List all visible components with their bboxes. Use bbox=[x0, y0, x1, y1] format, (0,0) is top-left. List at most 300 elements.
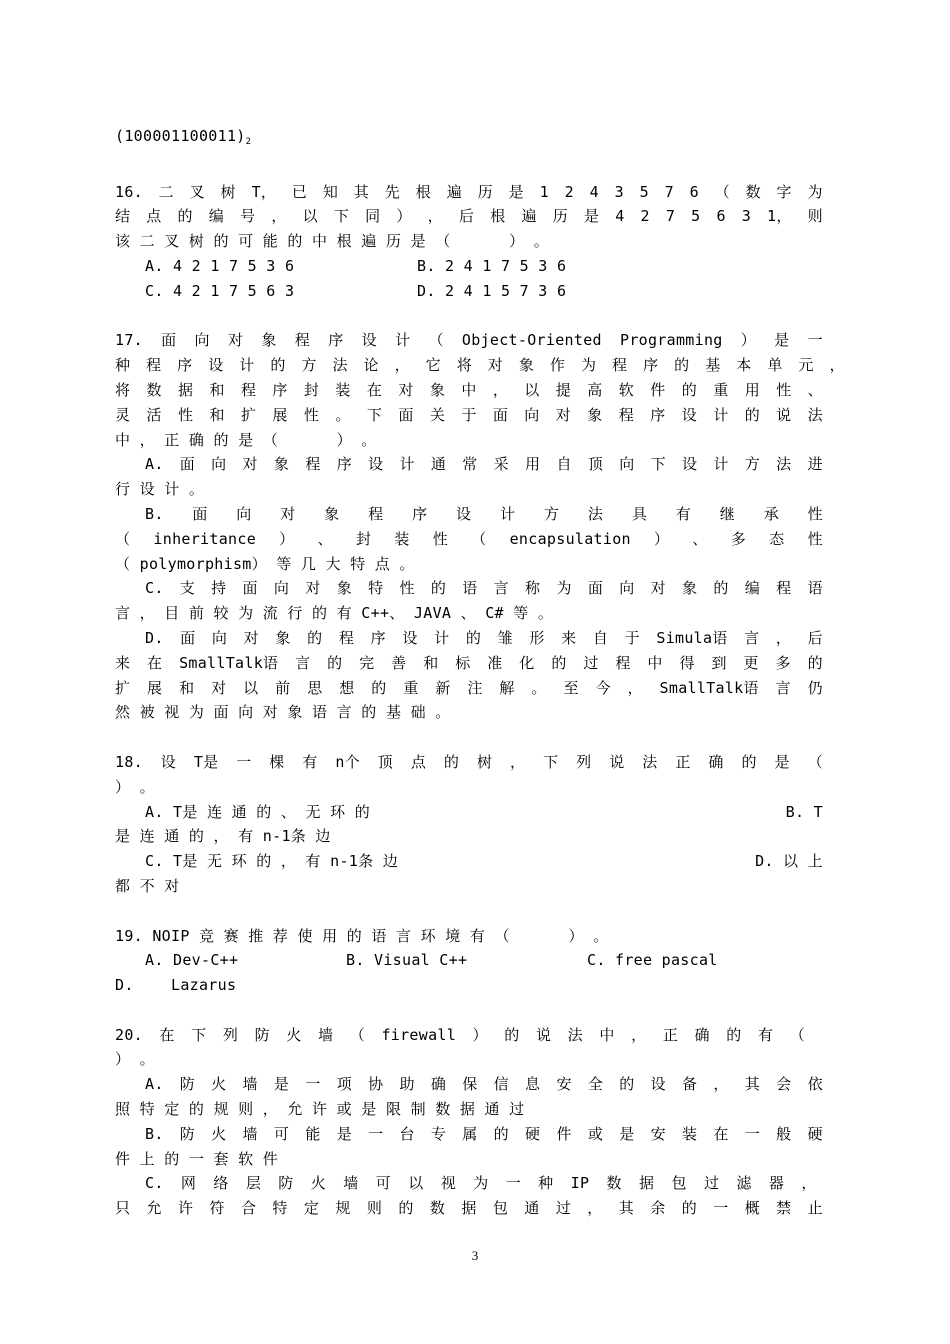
text-token: 4 bbox=[615, 207, 625, 226]
text-token: A. bbox=[145, 1075, 164, 1094]
option-c-cont: 言 ， 目 前 较 为 流 行 的 有 C++、 JAVA 、 C# 等 。 bbox=[115, 604, 554, 623]
text-token: 其 bbox=[618, 1199, 635, 1218]
text-token: 言 bbox=[775, 678, 791, 697]
text-token: 序 bbox=[370, 628, 386, 647]
text-token: 滤 bbox=[736, 1174, 752, 1193]
text-token: Object-Oriented bbox=[461, 331, 602, 350]
text-token: 装 bbox=[335, 380, 351, 399]
text-token: 计 bbox=[399, 455, 415, 474]
text-token: 能 bbox=[305, 1124, 321, 1143]
text-token: 作 bbox=[549, 356, 566, 375]
option-d-cont bbox=[115, 676, 823, 701]
text-token: 对 bbox=[555, 405, 572, 424]
text-token: encapsulation bbox=[509, 529, 631, 548]
option-d-cont: 都 不 对 bbox=[115, 876, 180, 895]
text-token: 性 bbox=[303, 405, 320, 424]
text-token: 言 bbox=[295, 653, 311, 672]
text-token: 计 bbox=[713, 455, 729, 474]
text-token: 火 bbox=[286, 1025, 302, 1044]
text-token: 象 bbox=[275, 628, 291, 647]
text-token: 设 bbox=[361, 331, 377, 350]
text-token: 树 bbox=[220, 182, 236, 201]
text-token: 序 bbox=[412, 504, 428, 523]
text-token: 安 bbox=[556, 1075, 572, 1094]
question-line bbox=[115, 750, 823, 775]
text-token: 序 bbox=[650, 405, 666, 424]
text-token: 程 bbox=[338, 628, 355, 647]
text-token: T是 bbox=[193, 752, 219, 771]
option-a: A. Dev-C++ bbox=[145, 951, 239, 970]
text-token: C. bbox=[145, 579, 164, 598]
text-token: 高 bbox=[587, 380, 603, 399]
text-token: 设 bbox=[681, 405, 698, 424]
option-d-cont: 然 被 视 为 面 向 对 象 语 言 的 基 础 。 bbox=[115, 703, 451, 722]
text-token: inheritance bbox=[153, 529, 257, 548]
text-token: 可 bbox=[375, 1174, 392, 1193]
text-token: 通 bbox=[430, 455, 447, 474]
text-token: 用 bbox=[525, 455, 541, 474]
option-d: D. 2 4 1 5 7 3 6 bbox=[417, 281, 567, 300]
text-token: 提 bbox=[555, 380, 572, 399]
text-token: 4 bbox=[589, 182, 599, 201]
text-token: ， bbox=[627, 678, 643, 697]
text-token: 和 bbox=[209, 405, 225, 424]
text-token: 墙 bbox=[343, 1174, 359, 1193]
text-token: 向 bbox=[273, 579, 290, 598]
text-token: 在 bbox=[159, 1025, 175, 1044]
text-token: 方 bbox=[744, 455, 761, 474]
option-b bbox=[115, 1122, 823, 1147]
text-token: 数 bbox=[606, 1174, 622, 1193]
text-token: 种 bbox=[538, 1174, 554, 1193]
text-token: 准 bbox=[487, 653, 503, 672]
text-token: 于 bbox=[461, 405, 477, 424]
text-token: 硬 bbox=[807, 1124, 823, 1143]
text-token: 通 bbox=[524, 1199, 540, 1218]
option-d bbox=[115, 626, 823, 651]
question-line bbox=[115, 403, 823, 428]
text-token: 过 bbox=[703, 1174, 720, 1193]
text-token: 具 bbox=[631, 504, 648, 523]
text-token: 灵 bbox=[115, 405, 131, 424]
text-token: 为 bbox=[556, 579, 572, 598]
text-token: 根 bbox=[490, 207, 506, 226]
text-token: 种 bbox=[115, 356, 131, 375]
text-token: 防 bbox=[179, 1075, 196, 1094]
text-token: 善 bbox=[391, 653, 407, 672]
text-token: 的 bbox=[177, 207, 193, 226]
text-token: C. bbox=[145, 1174, 164, 1193]
text-token: 一 bbox=[807, 331, 823, 350]
text-token: 的 bbox=[398, 1199, 414, 1218]
option-row bbox=[115, 800, 823, 825]
text-token: ， bbox=[829, 356, 845, 375]
text-token: 程 bbox=[305, 455, 321, 474]
text-token: 、 bbox=[317, 529, 333, 548]
text-token: 的 bbox=[619, 1075, 635, 1094]
text-token: 中 bbox=[599, 1025, 615, 1044]
text-token: 已 bbox=[291, 182, 308, 201]
text-token: 面 bbox=[587, 579, 604, 598]
text-token: 设 bbox=[368, 455, 384, 474]
text-token: 装 bbox=[394, 529, 410, 548]
question-17 bbox=[115, 328, 845, 725]
question-line: 该 二 叉 树 的 可 能 的 中 根 遍 历 是 （ ） 。 bbox=[115, 232, 550, 251]
text-token: 化 bbox=[519, 653, 535, 672]
text-token: 安 bbox=[650, 1124, 666, 1143]
text-token: 可 bbox=[273, 1124, 290, 1143]
text-token: 重 bbox=[403, 678, 419, 697]
text-token: 注 bbox=[467, 678, 483, 697]
text-token: 项 bbox=[336, 1075, 353, 1094]
text-token: 法 bbox=[642, 752, 658, 771]
text-token: 装 bbox=[682, 1124, 698, 1143]
text-token: 程 bbox=[146, 356, 162, 375]
question-line bbox=[115, 204, 823, 229]
text-token: 2 bbox=[640, 207, 650, 226]
text-token: 的 bbox=[327, 653, 343, 672]
text-token: 展 bbox=[147, 678, 163, 697]
text-token: 的 bbox=[430, 579, 447, 598]
previous-answer bbox=[115, 124, 845, 155]
text-token: 墙 bbox=[318, 1025, 334, 1044]
text-token: 同 bbox=[365, 207, 381, 226]
text-token: 象 bbox=[261, 331, 277, 350]
text-token: 一 bbox=[744, 1124, 761, 1143]
text-token: 后 bbox=[458, 207, 475, 226]
text-token: 号 bbox=[240, 207, 256, 226]
text-token: 网 bbox=[180, 1174, 197, 1193]
text-token: （ bbox=[428, 331, 444, 350]
text-token: 器 bbox=[768, 1174, 785, 1193]
text-token: 向 bbox=[211, 628, 228, 647]
option-a-cont: 照 特 定 的 规 则 ， 允 许 或 是 限 制 数 据 通 过 bbox=[115, 1100, 525, 1119]
text-token: 言 bbox=[744, 628, 760, 647]
text-token: 防 bbox=[179, 1124, 196, 1143]
text-token: 计 bbox=[239, 356, 255, 375]
text-token: 硬 bbox=[525, 1124, 541, 1143]
text-token: 防 bbox=[278, 1174, 294, 1193]
text-token: 法 bbox=[332, 356, 348, 375]
option-row bbox=[115, 948, 845, 973]
text-token: 确 bbox=[708, 752, 724, 771]
text-token: 以 bbox=[243, 678, 259, 697]
text-token: 点 bbox=[146, 207, 162, 226]
text-token: 说 bbox=[776, 405, 792, 424]
text-token: 设 bbox=[682, 455, 698, 474]
option-c: C. T是 无 环 的 ， 有 n-1条 边 bbox=[145, 852, 399, 871]
text-token: 信 bbox=[493, 1075, 509, 1094]
text-token: 5 bbox=[691, 207, 701, 226]
text-token: 向 bbox=[524, 405, 540, 424]
text-token: 一 bbox=[236, 752, 252, 771]
text-token: 则 bbox=[807, 207, 823, 226]
text-token: 许 bbox=[177, 1199, 194, 1218]
text-token: 以 bbox=[302, 207, 318, 226]
text-token: 的 bbox=[465, 628, 482, 647]
text-token: 性 bbox=[807, 504, 823, 523]
text-token: 特 bbox=[272, 1199, 288, 1218]
text-token: 言 bbox=[493, 579, 509, 598]
option-b bbox=[115, 502, 823, 527]
text-token: 进 bbox=[807, 455, 823, 474]
text-token: 点 bbox=[410, 752, 427, 771]
text-token: 象 bbox=[336, 579, 353, 598]
text-token: 程 bbox=[368, 504, 384, 523]
text-token: 新 bbox=[435, 678, 451, 697]
text-token: 正 bbox=[662, 1025, 679, 1044]
text-token: 面 bbox=[242, 579, 258, 598]
option-c: C. 4 2 1 7 5 6 3 bbox=[145, 281, 295, 300]
text-token: 全 bbox=[587, 1075, 604, 1094]
option-row bbox=[115, 254, 845, 279]
question-20 bbox=[115, 1023, 845, 1221]
text-token: 历 bbox=[477, 182, 493, 201]
text-token: 来 bbox=[561, 628, 577, 647]
text-token: 、 bbox=[807, 380, 823, 399]
text-token: 面 bbox=[180, 628, 196, 647]
text-token: 18. bbox=[115, 752, 143, 771]
text-token: 顶 bbox=[587, 455, 604, 474]
text-token: 来 bbox=[115, 653, 131, 672]
text-token: 则 bbox=[366, 1199, 383, 1218]
text-token: SmallTalk语 bbox=[659, 678, 759, 697]
text-token: 一 bbox=[713, 1199, 729, 1218]
option-c-cont bbox=[115, 1196, 823, 1221]
text-token: 。 bbox=[335, 405, 351, 424]
text-token: 为 bbox=[807, 182, 823, 201]
text-token: 的 bbox=[270, 356, 286, 375]
text-token: 和 bbox=[423, 653, 439, 672]
text-token: 支 bbox=[179, 579, 196, 598]
text-token: 。 bbox=[531, 678, 547, 697]
text-token: 软 bbox=[618, 380, 635, 399]
text-token: 为 bbox=[580, 356, 597, 375]
text-token: 1， bbox=[767, 207, 792, 226]
text-token: 前 bbox=[275, 678, 291, 697]
option-d-cont bbox=[115, 651, 823, 676]
text-token: 继 bbox=[719, 504, 736, 523]
text-token: 数 bbox=[146, 380, 162, 399]
text-token: 依 bbox=[807, 1075, 823, 1094]
text-token: 计 bbox=[499, 504, 516, 523]
text-token: 有 bbox=[757, 1025, 774, 1044]
text-token: （ bbox=[471, 529, 487, 548]
text-token: 火 bbox=[211, 1124, 227, 1143]
text-token: 数 bbox=[429, 1199, 446, 1218]
question-16 bbox=[115, 180, 845, 304]
text-token: ， bbox=[775, 628, 792, 647]
text-token: 止 bbox=[807, 1199, 823, 1218]
option-b: B. T bbox=[785, 802, 823, 821]
text-token: D. bbox=[145, 628, 164, 647]
text-token: 面 bbox=[398, 405, 414, 424]
page-number: 3 bbox=[471, 1248, 479, 1263]
text-token: 下 bbox=[543, 752, 559, 771]
text-token: 或 bbox=[587, 1124, 604, 1143]
text-token: ） bbox=[472, 1025, 488, 1044]
option-a: A. 4 2 1 7 5 3 6 bbox=[145, 256, 295, 275]
text-token: 向 bbox=[211, 455, 227, 474]
text-token: 和 bbox=[179, 678, 195, 697]
text-token: 态 bbox=[769, 529, 785, 548]
option-b-cont: 件 上 的 一 套 软 件 bbox=[115, 1149, 279, 1168]
text-token: 自 bbox=[556, 455, 572, 474]
text-token: 序 bbox=[328, 331, 344, 350]
text-token: ， bbox=[587, 1199, 603, 1218]
text-token: 下 bbox=[650, 455, 666, 474]
text-token: 重 bbox=[713, 380, 729, 399]
text-token: 3 bbox=[614, 182, 624, 201]
text-token: 20. bbox=[115, 1025, 143, 1044]
text-token: 中 bbox=[647, 653, 663, 672]
text-token: 采 bbox=[493, 455, 509, 474]
text-token: 允 bbox=[146, 1199, 162, 1218]
text-token: 7 bbox=[664, 182, 674, 201]
text-token: 协 bbox=[368, 1075, 384, 1094]
text-token: 象 bbox=[587, 405, 603, 424]
text-token: 其 bbox=[353, 182, 370, 201]
text-token: 字 bbox=[776, 182, 792, 201]
text-token: IP bbox=[570, 1174, 590, 1193]
text-token: 封 bbox=[355, 529, 372, 548]
text-token: 有 bbox=[675, 504, 692, 523]
text-token: ） bbox=[279, 529, 295, 548]
option-b-cont: （ polymorphism） 等 几 大 特 点 。 bbox=[115, 554, 415, 573]
text-token: 设 bbox=[160, 752, 177, 771]
text-token: 以 bbox=[408, 1174, 424, 1193]
text-token: （ bbox=[349, 1025, 366, 1044]
option-d: D. Lazarus bbox=[115, 976, 237, 995]
text-token: 是 bbox=[619, 1124, 635, 1143]
text-token: 的 bbox=[681, 380, 698, 399]
text-token: 说 bbox=[609, 752, 625, 771]
text-token: ， bbox=[394, 356, 410, 375]
option-b: B. Visual C++ bbox=[346, 951, 468, 970]
binary-subscript: 2 bbox=[245, 137, 252, 147]
text-token: ， bbox=[801, 1174, 817, 1193]
text-token: 向 bbox=[619, 455, 635, 474]
text-token: 更 bbox=[743, 653, 759, 672]
option-a: A. T是 连 通 的 、 无 环 的 bbox=[145, 802, 371, 821]
text-token: （ bbox=[789, 1025, 805, 1044]
question-line bbox=[115, 328, 823, 353]
text-token: 墙 bbox=[242, 1124, 258, 1143]
text-token: 息 bbox=[525, 1075, 541, 1094]
text-token: 关 bbox=[429, 405, 446, 424]
text-token: 展 bbox=[272, 405, 288, 424]
text-token: 程 bbox=[618, 405, 635, 424]
text-token: 规 bbox=[335, 1199, 351, 1218]
text-token: 助 bbox=[399, 1075, 415, 1094]
text-token: 元 bbox=[798, 356, 814, 375]
text-token: 棵 bbox=[269, 752, 285, 771]
text-token: 面 bbox=[492, 405, 509, 424]
text-token: 法 bbox=[567, 1025, 583, 1044]
text-token: 定 bbox=[303, 1199, 320, 1218]
text-token: 叉 bbox=[189, 182, 205, 201]
text-token: 计 bbox=[395, 331, 411, 350]
text-token: 性 bbox=[776, 380, 792, 399]
text-token: Simula语 bbox=[656, 628, 728, 647]
text-token: 扩 bbox=[240, 405, 257, 424]
text-token: 象 bbox=[324, 504, 340, 523]
option-b-cont: 是 连 通 的 ， 有 n-1条 边 bbox=[115, 827, 331, 846]
text-token: 方 bbox=[543, 504, 560, 523]
text-token: 至 bbox=[563, 678, 579, 697]
text-token: 和 bbox=[209, 380, 225, 399]
text-token: 对 bbox=[211, 678, 227, 697]
text-token: 在 bbox=[713, 1124, 729, 1143]
text-token: 件 bbox=[556, 1124, 572, 1143]
text-token: 单 bbox=[767, 356, 783, 375]
text-token: 多 bbox=[775, 653, 791, 672]
option-c: C. free pascal bbox=[587, 951, 718, 970]
option-a bbox=[115, 1072, 823, 1097]
text-token: 3 bbox=[741, 207, 752, 226]
text-token: 称 bbox=[525, 579, 541, 598]
text-token: 序 bbox=[177, 356, 193, 375]
option-b: B. 2 4 1 7 5 3 6 bbox=[417, 256, 567, 275]
text-token: 余 bbox=[650, 1199, 666, 1218]
text-token: 的 bbox=[504, 1025, 520, 1044]
text-token: 持 bbox=[211, 579, 227, 598]
question-line bbox=[115, 1023, 805, 1048]
text-token: 的 bbox=[551, 653, 567, 672]
text-token: T， bbox=[251, 182, 277, 201]
text-token: 象 bbox=[429, 380, 446, 399]
text-token: 二 bbox=[158, 182, 174, 201]
text-token: 的 bbox=[726, 1025, 742, 1044]
text-token: 遍 bbox=[446, 182, 463, 201]
text-token: 概 bbox=[744, 1199, 760, 1218]
text-token: 承 bbox=[763, 504, 780, 523]
text-token: 想 bbox=[339, 678, 355, 697]
text-token: 它 bbox=[425, 356, 441, 375]
text-token: 6 bbox=[716, 207, 726, 226]
option-a-cont: 行 设 计 。 bbox=[115, 480, 205, 499]
text-token: 过 bbox=[555, 1199, 572, 1218]
text-token: 的 bbox=[493, 1124, 509, 1143]
text-token: ， bbox=[271, 207, 287, 226]
text-token: 对 bbox=[487, 356, 504, 375]
text-token: 的 bbox=[674, 356, 690, 375]
option-c bbox=[115, 1171, 817, 1196]
text-token: 只 bbox=[115, 1199, 131, 1218]
question-19 bbox=[115, 924, 845, 998]
text-token: 层 bbox=[245, 1174, 262, 1193]
text-token: Programming bbox=[619, 331, 723, 350]
text-token: 性 bbox=[399, 579, 415, 598]
text-token: 于 bbox=[624, 628, 640, 647]
text-token: （ bbox=[115, 529, 131, 548]
text-token: ， bbox=[510, 752, 526, 771]
text-token: 常 bbox=[462, 455, 478, 474]
text-token: ， bbox=[631, 1025, 647, 1044]
text-token: 是 bbox=[508, 182, 524, 201]
text-token: 的 bbox=[681, 1199, 698, 1218]
question-line: ） 。 bbox=[115, 1050, 155, 1069]
text-token: 序 bbox=[336, 455, 353, 474]
text-token: 基 bbox=[705, 356, 721, 375]
option-row bbox=[115, 849, 823, 874]
text-token: 计 bbox=[713, 405, 729, 424]
text-token: 的 bbox=[371, 678, 387, 697]
text-token: 面 bbox=[179, 455, 196, 474]
text-token: 对 bbox=[280, 504, 296, 523]
text-token: 据 bbox=[177, 380, 194, 399]
text-token: 过 bbox=[583, 653, 599, 672]
